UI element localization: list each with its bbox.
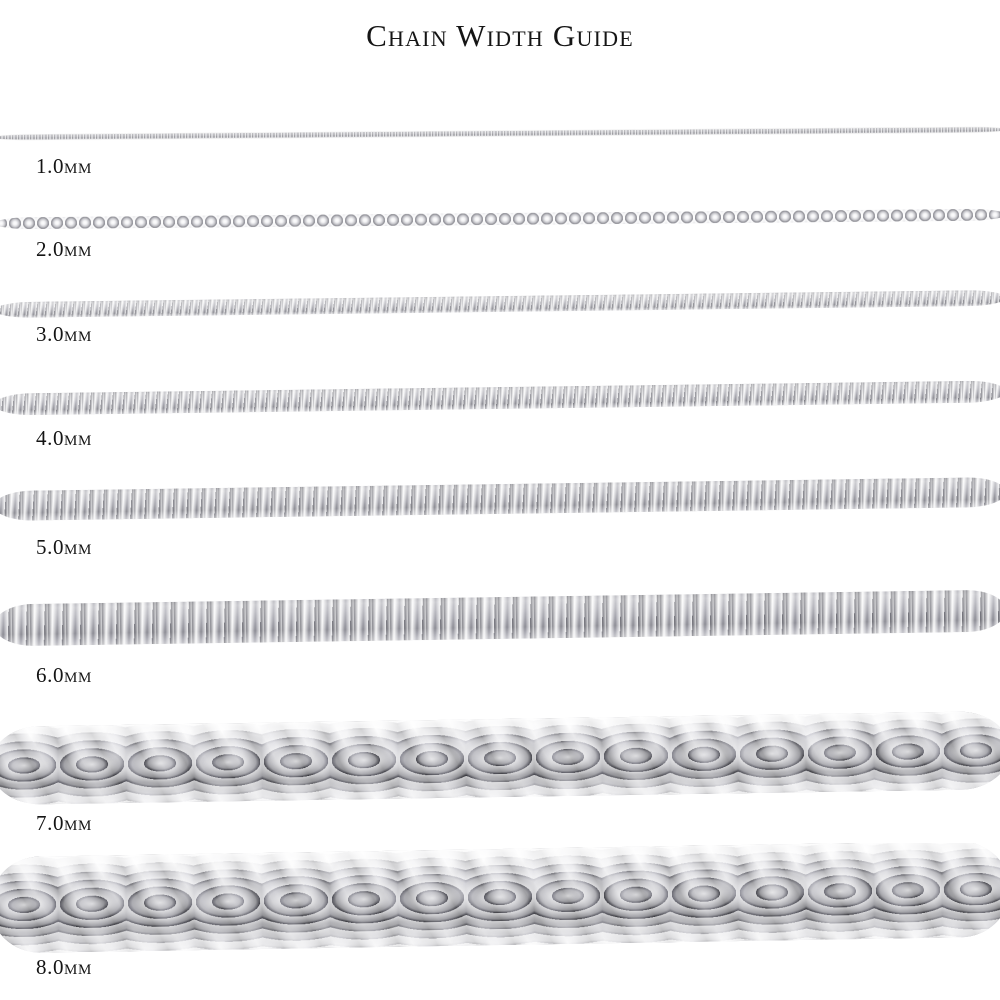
chain-label-4-0mm: 4.0mm bbox=[36, 426, 92, 450]
rope-chain-graphic-7mm bbox=[0, 711, 1000, 805]
snake-chain-graphic-4mm bbox=[0, 380, 1000, 415]
chain-label-8-0mm: 8.0mm bbox=[36, 955, 92, 979]
chain-row-7 bbox=[0, 711, 1000, 851]
chain-row-3 bbox=[0, 288, 1000, 378]
chain-swatch-4-0mm bbox=[0, 378, 1000, 424]
thin-line-chain-graphic bbox=[0, 127, 1000, 140]
chain-swatch-1-0mm bbox=[0, 120, 1000, 148]
rope-gloss-8mm bbox=[0, 843, 1000, 953]
snake-chain-graphic-3mm bbox=[0, 290, 1000, 318]
chain-label-7-0mm: 7.0mm bbox=[36, 811, 92, 835]
page-title: Chain Width Guide bbox=[366, 18, 634, 53]
chain-row-2 bbox=[0, 205, 1000, 290]
chain-label-3-0mm: 3.0mm bbox=[36, 322, 92, 346]
chain-label-1-0mm: 1.0mm bbox=[36, 154, 92, 178]
snake-chain-graphic-5mm bbox=[0, 477, 1000, 521]
chain-label-5-0mm: 5.0mm bbox=[36, 535, 92, 559]
chain-row-4 bbox=[0, 378, 1000, 473]
chain-swatch-2-0mm bbox=[0, 205, 1000, 239]
rope-gloss-7mm bbox=[0, 711, 1000, 805]
chain-swatch-3-0mm bbox=[0, 288, 1000, 326]
chain-swatch-8-0mm bbox=[0, 843, 1000, 953]
chain-row-6 bbox=[0, 583, 1000, 711]
snake-chain-graphic-6mm bbox=[0, 589, 1000, 646]
chain-label-2-0mm: 2.0mm bbox=[36, 237, 92, 261]
chain-swatch-6-0mm bbox=[0, 583, 1000, 659]
chain-swatch-7-0mm bbox=[0, 711, 1000, 807]
rope-chain-graphic-8mm bbox=[0, 843, 1000, 953]
chain-row-5 bbox=[0, 473, 1000, 583]
bead-chain-graphic bbox=[0, 209, 1000, 230]
chain-label-6-0mm: 6.0mm bbox=[36, 663, 92, 687]
chain-swatch-5-0mm bbox=[0, 473, 1000, 531]
chain-row-8 bbox=[0, 843, 1000, 1000]
chain-row-1 bbox=[0, 120, 1000, 200]
